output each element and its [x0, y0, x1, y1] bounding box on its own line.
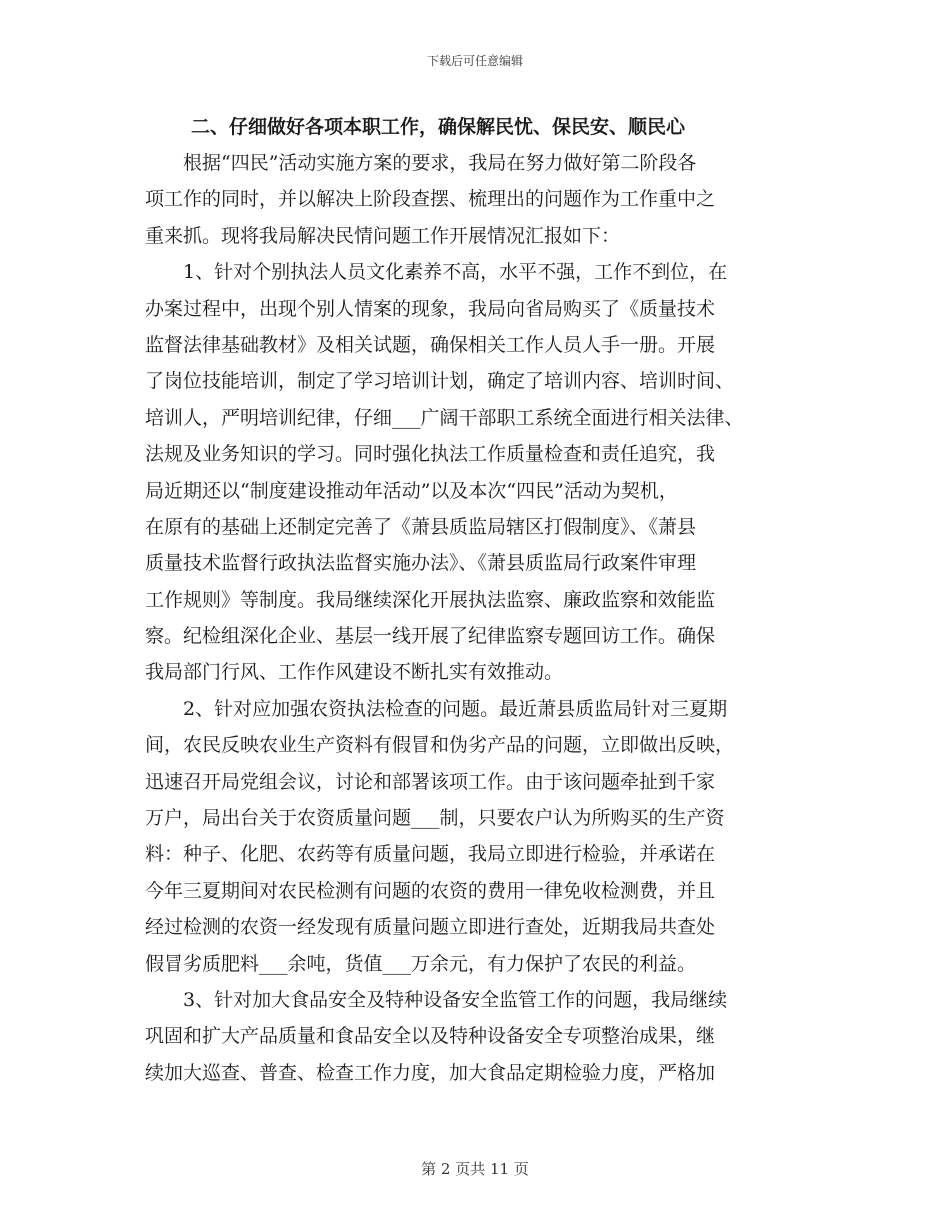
text-line: 巩固和扩大产品质量和食品安全以及特种设备安全专项整治成果，继 — [145, 1025, 716, 1048]
text-line: 续加大巡查、普查、检查工作力度，加大食品定期检验力度，严格加 — [145, 1061, 716, 1084]
text-line: 经过检测的农资一经发现有质量问题立即进行查处，近期我局共查处 — [145, 916, 716, 939]
text-line: 1、针对个别执法人员文化素养不高，水平不强，工作不到位，在 — [183, 261, 728, 284]
section-heading: 二、仔细做好各项本职工作，确保解民忧、保民安、顺民心 — [191, 116, 686, 138]
paragraph-item-1 — [145, 254, 825, 691]
text-line: 我局部门行风、工作作风建设不断扎实有效推动。 — [145, 661, 564, 684]
text-line: 质量技术监督行政执法监督实施办法》、《萧县质监局行政案件审理 — [145, 552, 697, 575]
text-line: 假冒劣质肥料___余吨，货值___万余元，有力保护了农民的利益。 — [145, 952, 697, 975]
text-line: 今年三夏期间对农民检测有问题的农资的费用一律免收检测费，并且 — [145, 879, 716, 902]
text-line: 万户，局出台关于农资质量问题___制，只要农户认为所购买的生产资 — [145, 807, 725, 830]
text-line: 间，农民反映农业生产资料有假冒和伪劣产品的问题，立即做出反映， — [145, 734, 735, 757]
text-line: 迅速召开局党组会议，讨论和部署该项工作。由于该问题牵扯到千家 — [145, 770, 716, 793]
text-line: 根据“四民”活动实施方案的要求，我局在努力做好第二阶段各 — [183, 152, 697, 174]
text-line: 料：种子、化肥、农药等有质量问题，我局立即进行检验，并承诺在 — [145, 843, 716, 866]
paragraph-item-3 — [145, 982, 825, 1091]
text-line: 了岗位技能培训，制定了学习培训计划，确定了培训内容、培训时间、 — [145, 370, 735, 393]
document-body — [145, 109, 825, 1091]
page-header: 下载后可任意编辑 — [426, 54, 523, 68]
text-line: 监督法律基础教材》及相关试题，确保相关工作人员人手一册。开展 — [145, 333, 716, 356]
text-line: 在原有的基础上还制定完善了《萧县质监局辖区打假制度》、《萧县 — [145, 515, 697, 538]
text-line: 2、针对应加强农资执法检查的问题。最近萧县质监局针对三夏期 — [183, 697, 728, 720]
paragraph-item-2 — [145, 691, 825, 982]
text-line: 重来抓。现将我局解决民情问题工作开展情况汇报如下： — [145, 224, 621, 247]
text-line: 培训人，严明培训纪律，仔细___广阔干部职工系统全面进行相关法律、 — [145, 406, 744, 429]
paragraph-intro — [145, 145, 825, 254]
text-line: 工作规则》等制度。我局继续深化开展执法监察、廉政监察和效能监 — [145, 588, 716, 611]
text-line: 项工作的同时，并以解决上阶段查摆、梳理出的问题作为工作重中之 — [145, 188, 716, 211]
text-line: 办案过程中，出现个别人情案的现象，我局向省局购买了《质量技术 — [145, 297, 716, 320]
text-line: 3、针对加大食品安全及特种设备安全监管工作的问题，我局继续 — [183, 988, 728, 1011]
page-footer: 第 2 页共 11 页 — [421, 1160, 529, 1178]
text-line: 察。纪检组深化企业、基层一线开展了纪律监察专题回访工作。确保 — [145, 625, 716, 648]
text-line: 法规及业务知识的学习。同时强化执法工作质量检查和责任追究，我 — [145, 443, 716, 466]
text-line: 局近期还以“制度建设推动年活动”以及本次“四民”活动为契机， — [145, 479, 678, 502]
